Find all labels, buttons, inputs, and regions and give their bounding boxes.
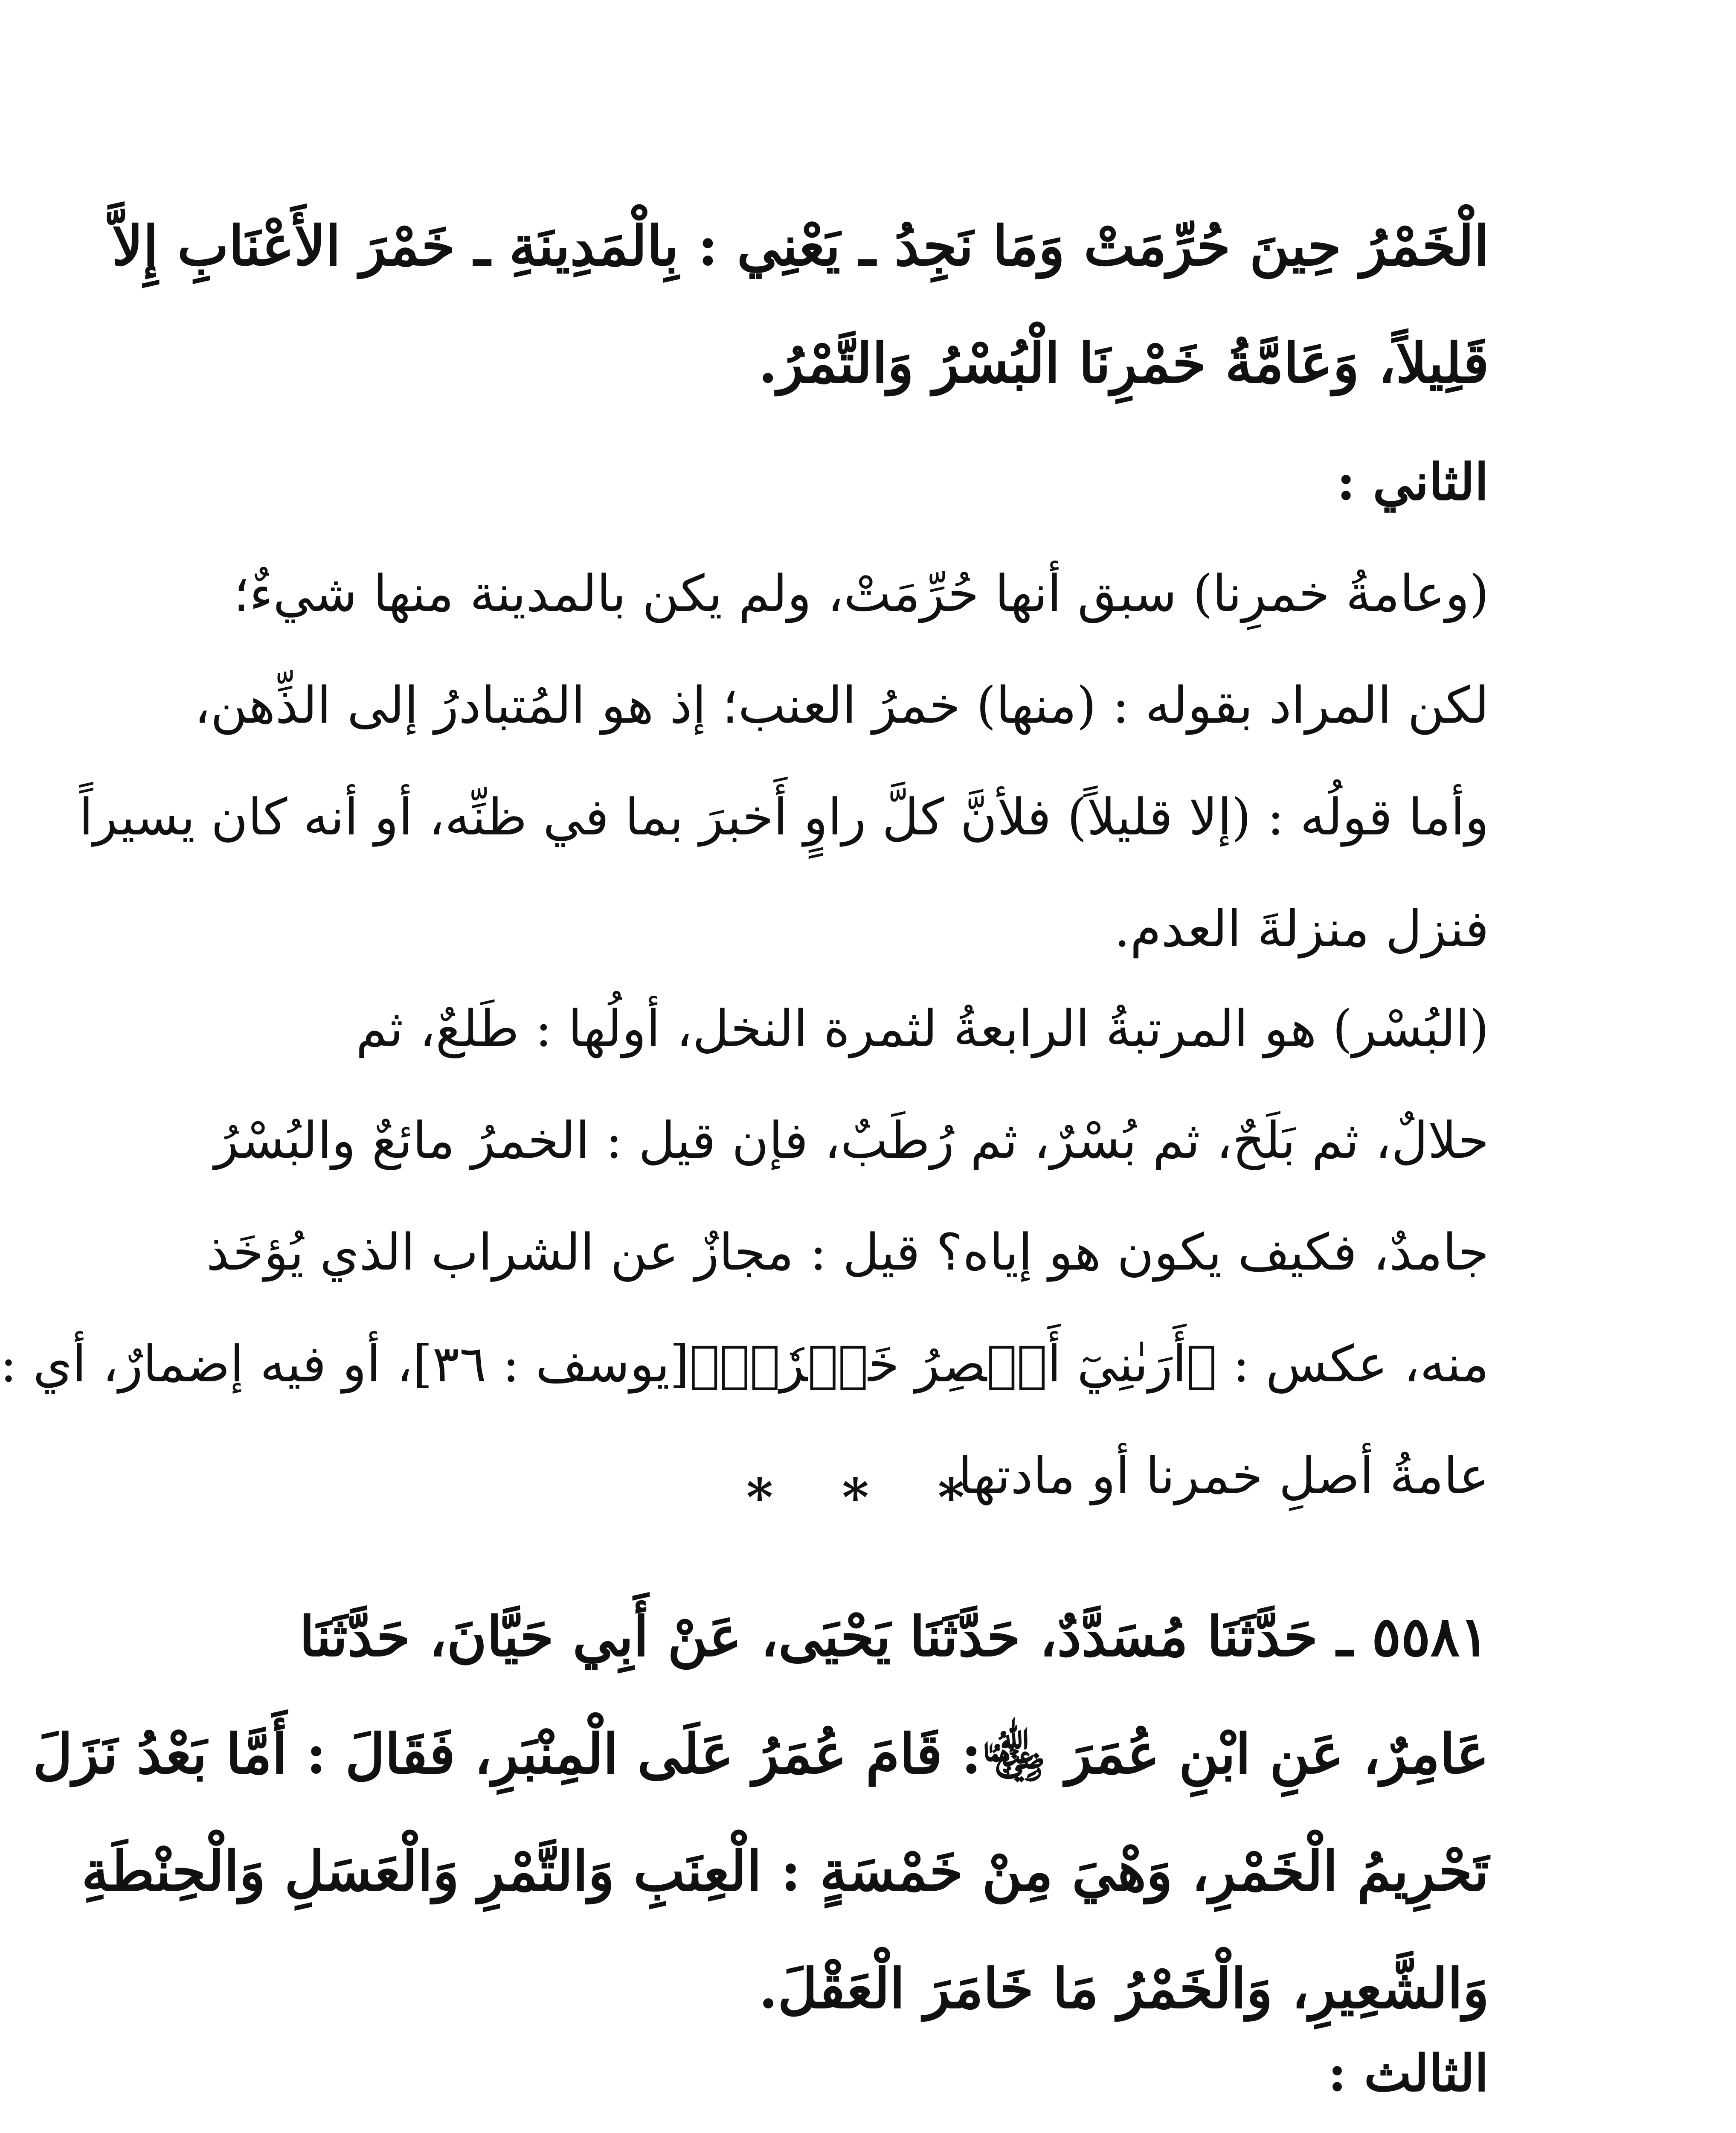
section-separator: * * * — [746, 1468, 990, 1528]
hadith-line: وَالشَّعِيرِ، وَالْخَمْرُ مَا خَامَرَ الْعَقْلَ. — [758, 1957, 1489, 2021]
hadith-line: قَلِيلاً، وَعَامَّةُ خَمْرِنَا الْبُسْرُ وَالتَّمْرُ. — [758, 331, 1489, 395]
hadith-line: الْخَمْرُ حِينَ حُرِّمَتْ وَمَا نَجِدُ ـ يَعْنِي : بِالْمَدِينَةِ ـ خَمْرَ الأَعْنَابِ إِلاَّ — [112, 214, 1489, 278]
commentary-line: لكن المراد بقوله : (منها) خمرُ العنب؛ إذ هو المُتبادرُ إلى الذِّهن، — [194, 676, 1489, 735]
commentary-line: عامةُ أصلِ خمرنا أو مادتها. — [942, 1446, 1489, 1505]
section-heading-second: الثاني : — [1336, 452, 1489, 511]
hadith-line: تَحْرِيمُ الْخَمْرِ، وَهْيَ مِنْ خَمْسَةٍ : الْعِنَبِ وَالتَّمْرِ وَالْعَسَلِ وَالْحِنْطَةِ — [81, 1839, 1489, 1903]
commentary-line: فنزل منزلةَ العدم. — [1114, 899, 1489, 958]
commentary-line — [205, 2124, 1489, 2133]
commentary-line: (البُسْر) هو المرتبةُ الرابعةُ لثمرة النخل، أولُها : طَلعٌ، ثم — [356, 999, 1489, 1058]
hadith-5581 — [32, 1578, 1489, 2048]
section-heading-third: الثالث : — [1328, 2043, 1489, 2103]
hadith-line: ٥٥٨١ ـ حَدَّثَنَا مُسَدَّدٌ، حَدَّثَنَا يَحْيَى، عَنْ أَبِي حَيَّانَ، حَدَّثَنَا — [299, 1605, 1489, 1669]
commentary-line: منه، عكس : ﴿أَرَىٰنِيٓ أَعۡصِرُ خَمۡرٗاۖ﴾[يوسف : ٣٦]، أو فيه إضمارٌ، أي : — [0, 1334, 1489, 1393]
commentary-line: (وعامةُ خمرِنا) سبق أنها حُرِّمَتْ، ولم يكن بالمدينة منها شيءٌ؛ — [233, 564, 1489, 623]
commentary-line: وأما قولُه : (إلا قليلاً) فلأنَّ كلَّ راوٍ أَخبرَ بما في ظنِّه، أو أنه كان يسيراً — [79, 788, 1489, 846]
hadith-line: عَامِرٌ، عَنِ ابْنِ عُمَرَ ﵄: قَامَ عُمَرُ عَلَى الْمِنْبَرِ، فَقَالَ : أَمَّا بَعْدُ نَزَلَ — [32, 1722, 1489, 1786]
commentary-paragraph — [0, 973, 1489, 1531]
commentary-paragraph — [79, 538, 1489, 985]
commentary-paragraph — [205, 2124, 1489, 2133]
commentary-line: حلالٌ، ثم بَلَحٌ، ثم بُسْرٌ، ثم رُطَبٌ، فإن قيل : الخمرُ مائعٌ والبُسْرُ — [214, 1111, 1489, 1170]
commentary-line: جامدٌ، فكيف يكون هو إياه؟ قيل : مجازٌ عن الشراب الذي يُؤخَذ — [206, 1223, 1489, 1282]
hadith-continuation — [112, 188, 1489, 422]
